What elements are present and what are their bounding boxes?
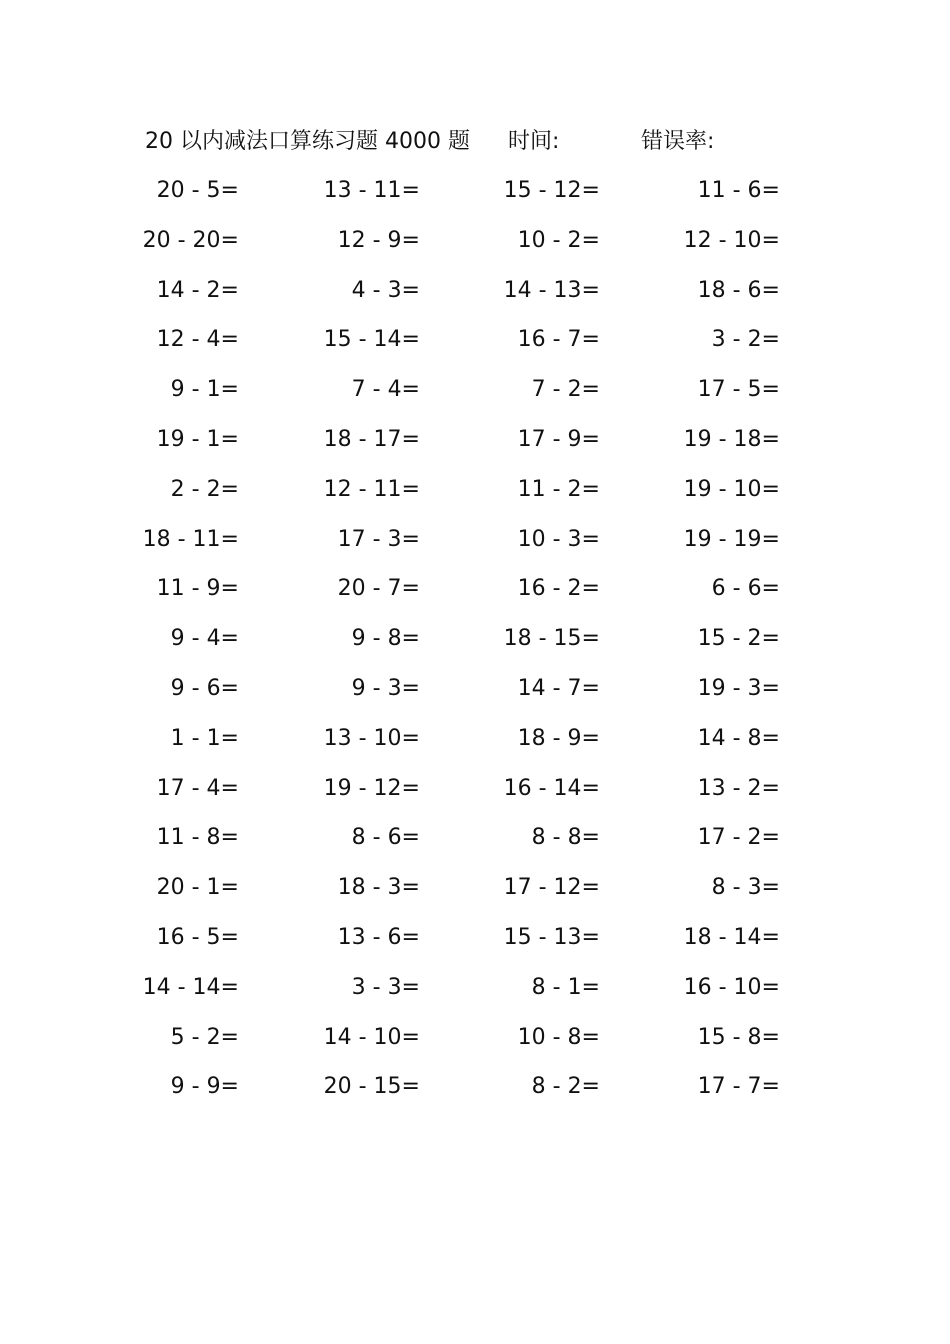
problem: 16 - 2= bbox=[517, 576, 600, 602]
problem-row bbox=[0, 869, 950, 919]
problem: 9 - 1= bbox=[170, 377, 239, 403]
problem: 16 - 10= bbox=[683, 974, 780, 1000]
problem: 19 - 18= bbox=[683, 426, 780, 452]
problem: 3 - 2= bbox=[711, 327, 780, 353]
problem: 15 - 2= bbox=[697, 626, 780, 652]
problem: 15 - 14= bbox=[323, 327, 420, 353]
problem: 8 - 1= bbox=[531, 974, 600, 1000]
problem-row bbox=[0, 819, 950, 869]
problem: 20 - 20= bbox=[142, 227, 239, 253]
problem: 18 - 9= bbox=[517, 725, 600, 751]
problem-row bbox=[0, 222, 950, 272]
problem: 13 - 10= bbox=[323, 725, 420, 751]
worksheet-title: 20 以内减法口算练习题 4000 题 bbox=[145, 129, 470, 154]
problem: 5 - 2= bbox=[170, 1024, 239, 1050]
problem: 9 - 8= bbox=[351, 626, 420, 652]
problem: 18 - 11= bbox=[142, 526, 239, 552]
problem: 6 - 6= bbox=[711, 576, 780, 602]
problem-row bbox=[0, 321, 950, 371]
problem: 13 - 2= bbox=[697, 775, 780, 801]
problem: 10 - 8= bbox=[517, 1024, 600, 1050]
problem: 20 - 1= bbox=[156, 875, 239, 901]
problem-row bbox=[0, 770, 950, 820]
problem: 19 - 19= bbox=[683, 526, 780, 552]
problem: 7 - 2= bbox=[531, 377, 600, 403]
problem: 20 - 7= bbox=[337, 576, 420, 602]
problem-row bbox=[0, 670, 950, 720]
problem: 19 - 1= bbox=[156, 426, 239, 452]
problem: 14 - 7= bbox=[517, 675, 600, 701]
problem: 8 - 6= bbox=[351, 825, 420, 851]
problem-row bbox=[0, 969, 950, 1019]
problem: 18 - 3= bbox=[337, 875, 420, 901]
problem: 4 - 3= bbox=[351, 277, 420, 303]
problem: 9 - 3= bbox=[351, 675, 420, 701]
problem: 14 - 13= bbox=[503, 277, 600, 303]
problem: 14 - 2= bbox=[156, 277, 239, 303]
problem: 8 - 2= bbox=[531, 1074, 600, 1100]
problem: 12 - 4= bbox=[156, 327, 239, 353]
problem: 15 - 8= bbox=[697, 1024, 780, 1050]
problem: 11 - 2= bbox=[517, 476, 600, 502]
problem: 9 - 4= bbox=[170, 626, 239, 652]
problem-row bbox=[0, 570, 950, 620]
problem: 12 - 10= bbox=[683, 227, 780, 253]
problem: 8 - 8= bbox=[531, 825, 600, 851]
problem: 9 - 9= bbox=[170, 1074, 239, 1100]
problem: 14 - 14= bbox=[142, 974, 239, 1000]
problem: 16 - 5= bbox=[156, 924, 239, 950]
problem: 7 - 4= bbox=[351, 377, 420, 403]
problem-row bbox=[0, 471, 950, 521]
problem-row bbox=[0, 272, 950, 322]
problem: 9 - 6= bbox=[170, 675, 239, 701]
problem: 11 - 8= bbox=[156, 825, 239, 851]
problem-row bbox=[0, 1068, 950, 1118]
problem: 20 - 15= bbox=[323, 1074, 420, 1100]
problem: 12 - 9= bbox=[337, 227, 420, 253]
problem: 8 - 3= bbox=[711, 875, 780, 901]
problem: 10 - 3= bbox=[517, 526, 600, 552]
problem: 11 - 9= bbox=[156, 576, 239, 602]
problem: 16 - 14= bbox=[503, 775, 600, 801]
problem: 10 - 2= bbox=[517, 227, 600, 253]
problem: 16 - 7= bbox=[517, 327, 600, 353]
time-label: 时间: bbox=[508, 129, 560, 154]
problem-row bbox=[0, 371, 950, 421]
problem-row bbox=[0, 919, 950, 969]
worksheet-header bbox=[145, 124, 845, 164]
problem: 12 - 11= bbox=[323, 476, 420, 502]
problem: 14 - 10= bbox=[323, 1024, 420, 1050]
problem: 17 - 9= bbox=[517, 426, 600, 452]
problem: 17 - 5= bbox=[697, 377, 780, 403]
problem-row bbox=[0, 1019, 950, 1069]
problem: 17 - 12= bbox=[503, 875, 600, 901]
problem: 18 - 6= bbox=[697, 277, 780, 303]
problem: 17 - 3= bbox=[337, 526, 420, 552]
problem: 11 - 6= bbox=[697, 178, 780, 203]
problem: 15 - 13= bbox=[503, 924, 600, 950]
problem: 18 - 15= bbox=[503, 626, 600, 652]
problem: 14 - 8= bbox=[697, 725, 780, 751]
problem: 18 - 14= bbox=[683, 924, 780, 950]
problem: 15 - 12= bbox=[503, 178, 600, 203]
problem: 19 - 10= bbox=[683, 476, 780, 502]
problem: 1 - 1= bbox=[170, 725, 239, 751]
problem-row bbox=[0, 521, 950, 571]
problem: 19 - 3= bbox=[697, 675, 780, 701]
problem: 20 - 5= bbox=[156, 178, 239, 203]
problem-row bbox=[0, 720, 950, 770]
problem: 17 - 7= bbox=[697, 1074, 780, 1100]
problem: 3 - 3= bbox=[351, 974, 420, 1000]
problem-grid bbox=[0, 172, 950, 1118]
problem-row bbox=[0, 172, 950, 222]
problem-row bbox=[0, 421, 950, 471]
error-rate-label: 错误率: bbox=[641, 129, 715, 154]
problem: 19 - 12= bbox=[323, 775, 420, 801]
problem: 17 - 4= bbox=[156, 775, 239, 801]
problem: 17 - 2= bbox=[697, 825, 780, 851]
problem: 13 - 11= bbox=[323, 178, 420, 203]
problem: 18 - 17= bbox=[323, 426, 420, 452]
problem-row bbox=[0, 620, 950, 670]
problem: 13 - 6= bbox=[337, 924, 420, 950]
problem: 2 - 2= bbox=[170, 476, 239, 502]
